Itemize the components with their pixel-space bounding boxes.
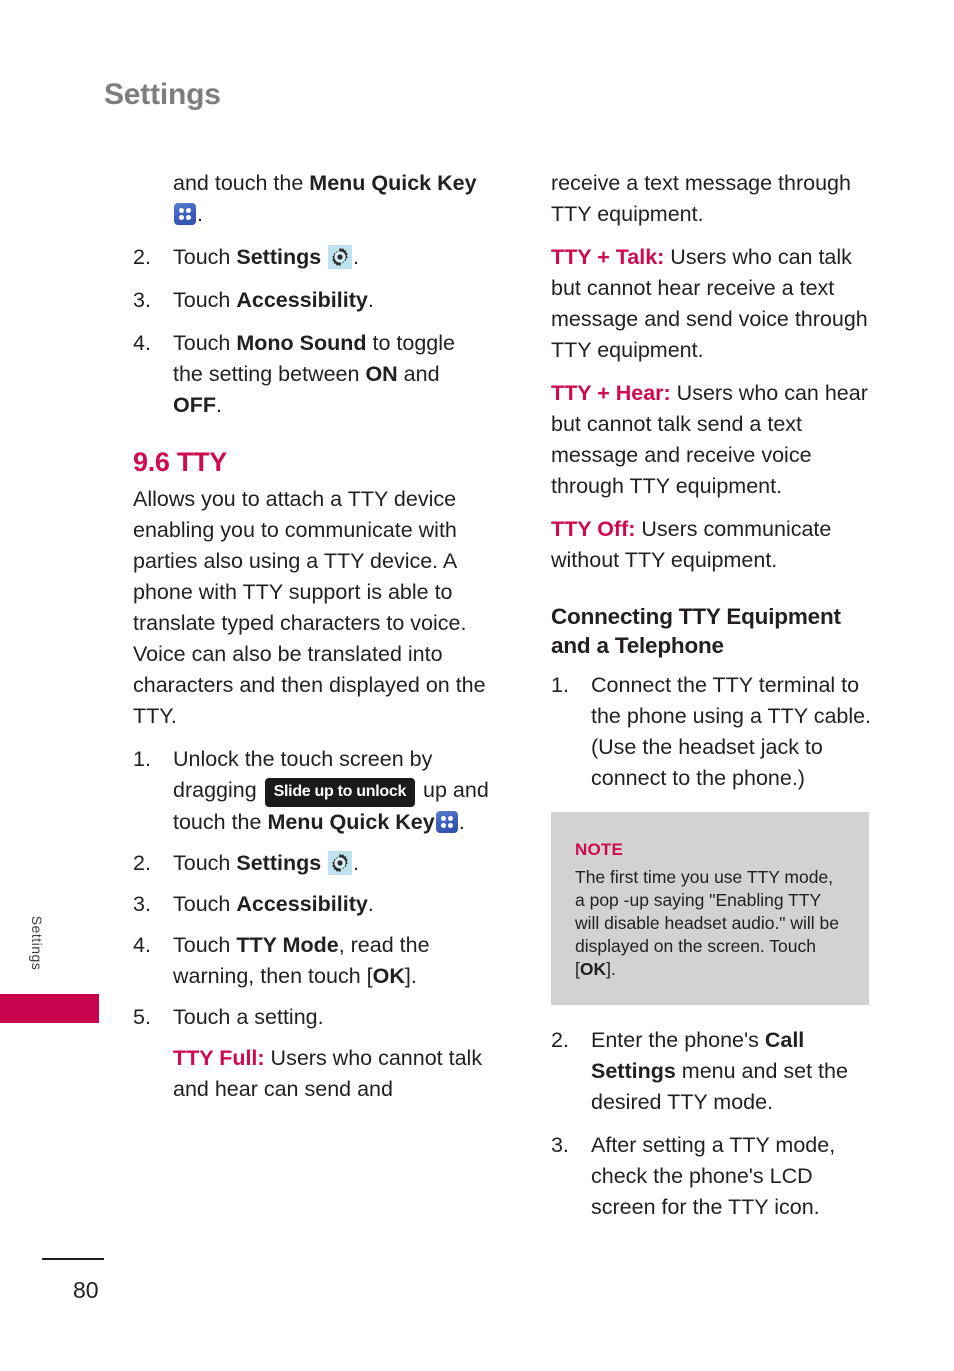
list-item [133,930,490,992]
step-1-text-after: . [197,202,203,226]
steps-list-tty [133,744,490,1033]
list-item [133,242,490,273]
step-number: 2. [133,245,151,269]
step-text-mid: , read the warning, then touch [ [173,933,430,988]
note-line-4-pre: displayed on the screen. Touch [ [575,936,816,979]
settings-label: Settings [236,851,322,875]
step-1-text-before: and touch the [173,171,310,195]
menu-quick-key-label: Menu Quick Key [309,171,477,195]
step-number: 3. [551,1133,569,1157]
step-text-pre: Touch a setting. [173,1005,324,1029]
section-intro-paragraph: Allows you to attach a TTY device enabling you to communicate with parties also using a TTY device. A phone with TTY support is able to translate typed characters to voice. Voice can also be translated into characters and then displayed on the TTY. [133,487,486,728]
note-body [575,866,845,981]
step-number: 2. [551,1028,569,1052]
tty-talk-definition [551,242,881,366]
tty-full-term: TTY Full: [173,1046,265,1070]
page-number: 80 [73,1277,99,1303]
step-text-post: . [353,245,360,269]
step-text-pre: Touch [173,851,237,875]
right-column [551,168,881,1235]
list-item [133,1002,490,1033]
step-number: 2. [133,851,151,875]
tty-talk-text: Users who can talk but cannot hear receive a text message and send voice through TTY equipment. [551,245,868,362]
tty-full-text: Users who cannot talk and hear can send and [173,1046,483,1101]
note-line-1: The first time you use TTY mode, [575,867,834,887]
tty-off-definition [551,514,881,576]
off-label: OFF [173,393,216,417]
step-text-pre: Touch [173,933,237,957]
step-number: 3. [133,892,151,916]
step-text-post: . [458,810,465,834]
note-ok-label: OK [579,959,607,979]
side-tab-label: Settings [29,915,45,971]
menu-quick-key-label: Menu Quick Key [267,810,435,834]
list-item [133,285,490,316]
step-text-post: . [367,892,374,916]
left-column [133,168,490,1117]
tty-hear-definition [551,378,881,502]
footer-rule [42,1258,104,1260]
note-box [551,812,869,1005]
list-item [551,1025,881,1118]
note-line-4-post: ]. [606,959,616,979]
step-text-mid: up and touch the [173,778,489,834]
step-text-post: . [353,851,360,875]
section-heading-tty: 9.6 TTY [133,447,227,477]
step-text-post: . [367,288,374,312]
tty-mode-label: TTY Mode [236,933,339,957]
step-number: 4. [133,331,151,355]
accessibility-label: Accessibility [236,892,368,916]
list-item [133,744,490,838]
note-title: NOTE [575,840,624,859]
ok-label: OK [372,964,405,988]
step-number: 1. [551,673,569,697]
note-line-3: will disable headset audio." will be [575,913,840,933]
step-text-pre: Touch [173,892,237,916]
step-text-post: ]. [404,964,417,988]
side-tab-bar [0,994,99,1023]
call-settings-label: Call Settings [591,1028,805,1083]
page-title: Settings [104,78,221,111]
list-item [551,1130,881,1223]
accessibility-label: Accessibility [236,288,368,312]
menu-quick-key-icon [174,203,196,225]
steps-list-connect-rest [551,1025,881,1223]
tty-off-term: TTY Off: [551,517,636,541]
steps-list-connect-first [551,670,881,794]
step-number: 1. [133,747,151,771]
steps-list-mono-sound [133,242,490,421]
tty-off-text: Users communicate without TTY equipment. [551,517,832,572]
tty-hear-term: TTY + Hear: [551,381,671,405]
sub-heading-connecting-tty: Connecting TTY Equipment and a Telephone [551,604,841,658]
step-text-pre: Touch [173,288,237,312]
slide-up-to-unlock-badge[interactable]: Slide up to unlock [265,778,415,807]
list-item [133,889,490,920]
step-text-mid: to toggle the setting between [173,331,455,386]
on-label: ON [365,362,398,386]
list-item [133,328,490,421]
tty-talk-term: TTY + Talk: [551,245,665,269]
step-text-post: menu and set the desired TTY mode. [591,1059,848,1114]
step-text-pre: After setting a TTY mode, check the phone's LCD screen for the TTY icon. [591,1133,836,1219]
settings-gear-icon [328,851,352,875]
step-text-pre: Touch [173,331,237,355]
continued-paragraph: receive a text message through TTY equipment. [551,171,851,226]
note-line-2: a pop -up saying "Enabling TTY [575,890,822,910]
settings-gear-icon [328,245,352,269]
step-number: 4. [133,933,151,957]
list-item [551,670,881,794]
menu-quick-key-icon [436,811,458,833]
step-text: Connect the TTY terminal to the phone using a TTY cable. (Use the headset jack to connect to the phone.) [591,673,872,790]
step-text-mid2: and [397,362,440,386]
step-text-pre: Enter the phone's [591,1028,765,1052]
step-1-continuation [133,168,490,230]
list-item [133,848,490,879]
step-number: 3. [133,288,151,312]
mono-sound-label: Mono Sound [236,331,367,355]
step-text-pre: Touch [173,245,237,269]
tty-hear-text: Users who can hear but cannot talk send a text message and receive voice through TTY equipment. [551,381,868,498]
step-number: 5. [133,1005,151,1029]
settings-label: Settings [236,245,322,269]
step-text-post: . [216,393,222,417]
step-text-pre: Unlock the touch screen by dragging [173,747,433,802]
tty-full-definition [133,1043,490,1105]
